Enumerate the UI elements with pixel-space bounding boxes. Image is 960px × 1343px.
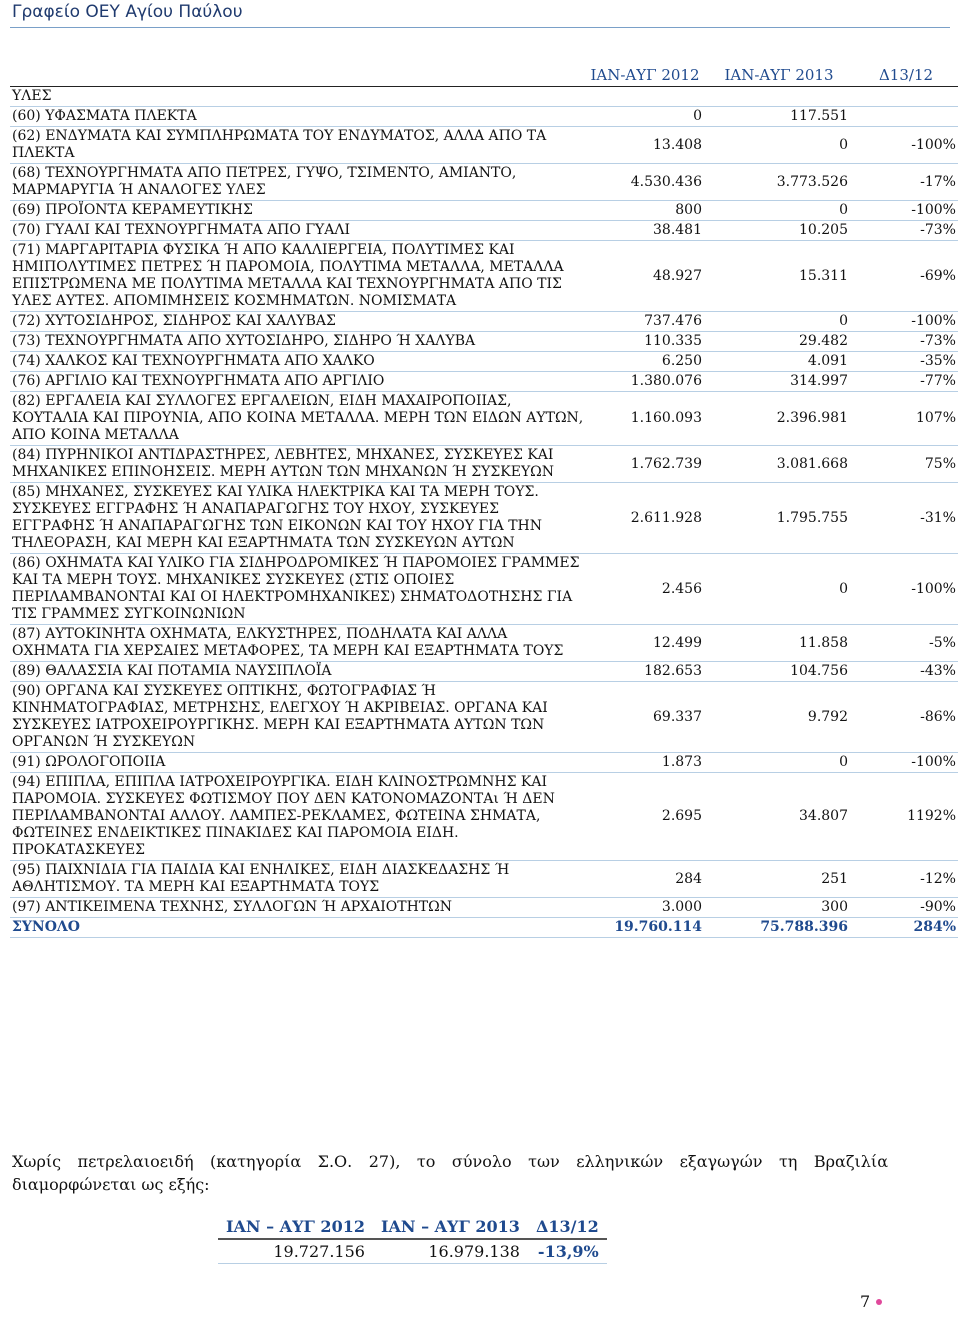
summary-paragraph: Χωρίς πετρελαιοειδή (κατηγορία Σ.Ο. 27), το σύνολο των ελληνικών εξαγωγών τη Βραζιλία διαμορφώνεται ως εξής: xyxy=(12,1152,888,1194)
table-row xyxy=(10,312,958,332)
row-value-2013: 34.807 xyxy=(704,773,854,861)
table-row xyxy=(10,164,958,201)
total-label: ΣΥΝΟΛΟ xyxy=(10,918,586,938)
summary-header-2013: ΙΑΝ – ΑΥΓ 2013 xyxy=(373,1215,528,1239)
row-value-2013: 0 xyxy=(704,312,854,332)
section-label: ΥΛΕΣ xyxy=(10,87,958,107)
row-delta: -100% xyxy=(854,201,958,221)
page-header-title: Γραφείο ΟΕΥ Αγίου Παύλου xyxy=(12,2,243,22)
column-header-delta: Δ13/12 xyxy=(878,66,934,84)
column-header-2013: ΙΑΝ-ΑΥΓ 2013 xyxy=(724,66,834,84)
row-delta: -73% xyxy=(854,221,958,241)
row-delta: -90% xyxy=(854,898,958,918)
header-divider xyxy=(10,27,950,28)
row-delta: -35% xyxy=(854,352,958,372)
row-label: (82) ΕΡΓΑΛΕΙΑ ΚΑΙ ΣΥΛΛΟΓΕΣ ΕΡΓΑΛΕΙΩΝ, ΕΙΔΗ ΜΑΧΑΙΡΟΠΟΙΙΑΣ, ΚΟΥΤΑΛΙΑ ΚΑΙ ΠΙΡΟΥΝΙΑ, ΑΠΟ ΚΟΙΝΑ ΜΕΤΑΛΛΑ. ΜΕΡΗ ΤΩΝ ΕΙΔΩΝ ΑΥΤΩΝ, ΑΠΟ ΚΟΙΝΑ ΜΕΤΑΛΛΑ xyxy=(10,392,586,446)
row-label: (91) ΩΡΟΛΟΓΟΠΟΙΙΑ xyxy=(10,753,586,773)
row-label: (84) ΠΥΡΗΝΙΚΟΙ ΑΝΤΙΔΡΑΣΤΗΡΕΣ, ΛΕΒΗΤΕΣ, ΜΗΧΑΝΕΣ, ΣΥΣΚΕΥΕΣ ΚΑΙ ΜΗΧΑΝΙΚΕΣ ΕΠΙΝΟΗΣΕΙΣ. ΜΕΡΗ ΑΥΤΩΝ ΤΩΝ ΜΗΧΑΝΩΝ Ή ΣΥΣΚΕΥΩΝ xyxy=(10,446,586,483)
table-header-row xyxy=(10,65,958,87)
row-delta: -17% xyxy=(854,164,958,201)
summary-value-delta: -13,9% xyxy=(528,1239,607,1264)
row-value-2012: 69.337 xyxy=(586,682,704,753)
row-value-2013: 0 xyxy=(704,753,854,773)
row-delta: -100% xyxy=(854,554,958,625)
row-value-2012: 13.408 xyxy=(586,127,704,164)
table-row xyxy=(10,753,958,773)
row-delta: -31% xyxy=(854,483,958,554)
row-label: (89) ΘΑΛΑΣΣΙΑ ΚΑΙ ΠΟΤΑΜΙΑ ΝΑΥΣΙΠΛΟΪΑ xyxy=(10,662,586,682)
table-row xyxy=(10,107,958,127)
total-delta: 284% xyxy=(854,918,958,938)
table-row xyxy=(10,352,958,372)
row-label: (73) ΤΕΧΝΟΥΡΓΗΜΑΤΑ ΑΠΟ ΧΥΤΟΣΙΔΗΡΟ, ΣΙΔΗΡΟ Ή ΧΑΛΥΒΑ xyxy=(10,332,586,352)
row-value-2012: 2.695 xyxy=(586,773,704,861)
row-value-2013: 3.773.526 xyxy=(704,164,854,201)
row-value-2013: 314.997 xyxy=(704,372,854,392)
summary-header-row xyxy=(218,1215,607,1239)
row-value-2012: 3.000 xyxy=(586,898,704,918)
table-row xyxy=(10,446,958,483)
row-value-2013: 104.756 xyxy=(704,662,854,682)
row-label: (74) ΧΑΛΚΟΣ ΚΑΙ ΤΕΧΝΟΥΡΓΗΜΑΤΑ ΑΠΟ ΧΑΛΚΟ xyxy=(10,352,586,372)
row-value-2013: 300 xyxy=(704,898,854,918)
row-label: (72) ΧΥΤΟΣΙΔΗΡΟΣ, ΣΙΔΗΡΟΣ ΚΑΙ ΧΑΛΥΒΑΣ xyxy=(10,312,586,332)
row-value-2013: 251 xyxy=(704,861,854,898)
row-value-2012: 1.160.093 xyxy=(586,392,704,446)
table-row xyxy=(10,127,958,164)
row-label: (69) ΠΡΟΪΟΝΤΑ ΚΕΡΑΜΕΥΤΙΚΗΣ xyxy=(10,201,586,221)
row-value-2012: 284 xyxy=(586,861,704,898)
row-delta xyxy=(854,107,958,127)
row-value-2012: 2.456 xyxy=(586,554,704,625)
row-value-2012: 6.250 xyxy=(586,352,704,372)
table-row xyxy=(10,241,958,312)
row-value-2013: 1.795.755 xyxy=(704,483,854,554)
exports-table xyxy=(10,65,958,938)
total-value-2012: 19.760.114 xyxy=(586,918,704,938)
row-value-2012: 182.653 xyxy=(586,662,704,682)
summary-value-2012: 19.727.156 xyxy=(218,1239,373,1264)
row-delta: -86% xyxy=(854,682,958,753)
bullet-dot-icon xyxy=(876,1299,882,1305)
row-label: (71) ΜΑΡΓΑΡΙΤΑΡΙΑ ΦΥΣΙΚΑ Ή ΑΠΟ ΚΑΛΛΙΕΡΓΕΙΑ, ΠΟΛΥΤΙΜΕΣ ΚΑΙ ΗΜΙΠΟΛΥΤΙΜΕΣ ΠΕΤΡΕΣ Ή ΠΑΡΟΜΟΙΑ, ΠΟΛΥΤΙΜΑ ΜΕΤΑΛΛΑ, ΜΕΤΑΛΛΑ ΕΠΙΣΤΡΩΜΕΝΑ ΜΕ ΠΟΛΥΤΙΜΑ ΜΕΤΑΛΛΑ ΚΑΙ ΤΕΧΝΟΥΡΓΗΜΑΤΑ ΑΠΟ ΤΙΣ ΥΛΕΣ ΑΥΤΕΣ. ΑΠΟΜΙΜΗΣΕΙΣ ΚΟΣΜΗΜΑΤΩΝ. ΝΟΜΙΣΜΑΤΑ xyxy=(10,241,586,312)
row-value-2013: 15.311 xyxy=(704,241,854,312)
row-value-2012: 48.927 xyxy=(586,241,704,312)
table-row xyxy=(10,662,958,682)
row-value-2012: 4.530.436 xyxy=(586,164,704,201)
page-number-text: 7 xyxy=(860,1292,871,1311)
row-value-2013: 10.205 xyxy=(704,221,854,241)
row-label: (68) ΤΕΧΝΟΥΡΓΗΜΑΤΑ ΑΠΟ ΠΕΤΡΕΣ, ΓΥΨΟ, ΤΣΙΜΕΝΤΟ, ΑΜΙΑΝΤΟ, ΜΑΡΜΑΡΥΓΙΑ Ή ΑΝΑΛΟΓΕΣ ΥΛΕΣ xyxy=(10,164,586,201)
row-value-2013: 11.858 xyxy=(704,625,854,662)
table-row xyxy=(10,221,958,241)
row-delta: -69% xyxy=(854,241,958,312)
row-value-2013: 9.792 xyxy=(704,682,854,753)
row-label: (86) ΟΧΗΜΑΤΑ ΚΑΙ ΥΛΙΚΟ ΓΙΑ ΣΙΔΗΡΟΔΡΟΜΙΚΕΣ Ή ΠΑΡΟΜΟΙΕΣ ΓΡΑΜΜΕΣ ΚΑΙ ΤΑ ΜΕΡΗ ΤΟΥΣ. ΜΗΧΑΝΙΚΕΣ ΣΥΣΚΕΥΕΣ (ΣΤΙΣ ΟΠΟΙΕΣ ΠΕΡΙΛΑΜΒΑΝΟΝΤΑΙ ΚΑΙ ΟΙ ΗΛΕΚΤΡΟΜΗΧΑΝΙΚΕΣ) ΣΗΜΑΤΟΔΟΤΗΣΗΣ ΓΙΑ ΤΙΣ ΓΡΑΜΜΕΣ ΣΥΓΚΟΙΝΩΝΙΩΝ xyxy=(10,554,586,625)
row-delta: -100% xyxy=(854,753,958,773)
row-delta: -77% xyxy=(854,372,958,392)
summary-table xyxy=(218,1215,607,1264)
row-value-2012: 1.762.739 xyxy=(586,446,704,483)
summary-value-row xyxy=(218,1239,607,1264)
section-row xyxy=(10,87,958,107)
row-value-2012: 110.335 xyxy=(586,332,704,352)
row-value-2013: 0 xyxy=(704,127,854,164)
summary-header-2012: ΙΑΝ – ΑΥΓ 2012 xyxy=(218,1215,373,1239)
row-label: (94) ΕΠΙΠΛΑ, ΕΠΙΠΛΑ ΙΑΤΡΟΧΕΙΡΟΥΡΓΙΚΑ. ΕΙΔΗ ΚΛΙΝΟΣΤΡΩΜΝΗΣ ΚΑΙ ΠΑΡΟΜΟΙΑ. ΣΥΣΚΕΥΕΣ ΦΩΤΙΣΜΟΥ ΠΟΥ ΔΕΝ ΚΑΤΟΝΟΜΑΖΟΝΤΑι Ή ΔΕΝ ΠΕΡΙΛΑΜΒΑΝΟΝΤΑΙ ΑΛΛΟΥ. ΛΑΜΠΕΣ-ΡΕΚΛΑΜΕΣ, ΦΩΤΕΙΝΑ ΣΗΜΑΤΑ, ΦΩΤΕΙΝΕΣ ΕΝΔΕΙΚΤΙΚΕΣ ΠΙΝΑΚΙΔΕΣ ΚΑΙ ΠΑΡΟΜΟΙΑ ΕΙΔΗ. ΠΡΟΚΑΤΑΣΚΕΥΕΣ xyxy=(10,773,586,861)
row-value-2012: 1.873 xyxy=(586,753,704,773)
row-value-2013: 2.396.981 xyxy=(704,392,854,446)
row-delta: -12% xyxy=(854,861,958,898)
column-header-2012: ΙΑΝ-ΑΥΓ 2012 xyxy=(590,66,700,84)
row-value-2013: 117.551 xyxy=(704,107,854,127)
table-row xyxy=(10,773,958,861)
row-delta: 75% xyxy=(854,446,958,483)
table-row xyxy=(10,201,958,221)
row-value-2012: 800 xyxy=(586,201,704,221)
total-value-2013: 75.788.396 xyxy=(704,918,854,938)
row-value-2013: 4.091 xyxy=(704,352,854,372)
table-row xyxy=(10,861,958,898)
row-delta: -73% xyxy=(854,332,958,352)
table-row xyxy=(10,372,958,392)
row-value-2012: 2.611.928 xyxy=(586,483,704,554)
row-label: (60) ΥΦΑΣΜΑΤΑ ΠΛΕΚΤΑ xyxy=(10,107,586,127)
row-label: (90) ΟΡΓΑΝΑ ΚΑΙ ΣΥΣΚΕΥΕΣ ΟΠΤΙΚΗΣ, ΦΩΤΟΓΡΑΦΙΑΣ Ή ΚΙΝΗΜΑΤΟΓΡΑΦΙΑΣ, ΜΕΤΡΗΣΗΣ, ΕΛΕΓΧΟΥ Ή ΑΚΡΙΒΕΙΑΣ. ΟΡΓΑΝΑ ΚΑΙ ΣΥΣΚΕΥΕΣ ΙΑΤΡΟΧΕΙΡΟΥΡΓΙΚΗΣ. ΜΕΡΗ ΚΑΙ ΕΞΑΡΤΗΜΑΤΑ ΑΥΤΩΝ ΤΩΝ ΟΡΓΑΝΩΝ Ή ΣΥΣΚΕΥΩΝ xyxy=(10,682,586,753)
row-label: (95) ΠΑΙΧΝΙΔΙΑ ΓΙΑ ΠΑΙΔΙΑ ΚΑΙ ΕΝΗΛΙΚΕΣ, ΕΙΔΗ ΔΙΑΣΚΕΔΑΣΗΣ Ή ΑΘΛΗΤΙΣΜΟΥ. ΤΑ ΜΕΡΗ ΚΑΙ ΕΞΑΡΤΗΜΑΤΑ ΤΟΥΣ xyxy=(10,861,586,898)
row-delta: 1192% xyxy=(854,773,958,861)
row-value-2013: 3.081.668 xyxy=(704,446,854,483)
table-row xyxy=(10,332,958,352)
row-value-2013: 29.482 xyxy=(704,332,854,352)
row-label: (85) ΜΗΧΑΝΕΣ, ΣΥΣΚΕΥΕΣ ΚΑΙ ΥΛΙΚΑ ΗΛΕΚΤΡΙΚΑ ΚΑΙ ΤΑ ΜΕΡΗ ΤΟΥΣ. ΣΥΣΚΕΥΕΣ ΕΓΓΡΑΦΗΣ Ή ΑΝΑΠΑΡΑΓΩΓΗΣ ΤΟΥ ΗΧΟΥ, ΣΥΣΚΕΥΕΣ ΕΓΓΡΑΦΗΣ Ή ΑΝΑΠΑΡΑΓΩΓΗΣ ΤΩΝ ΕΙΚΟΝΩΝ ΚΑΙ ΤΟΥ ΗΧΟΥ ΓΙΑ ΤΗΝ ΤΗΛΕΟΡΑΣΗ, ΚΑΙ ΜΕΡΗ ΚΑΙ ΕΞΑΡΤΗΜΑΤΑ ΤΩΝ ΣΥΣΚΕΥΩΝ ΑΥΤΩΝ xyxy=(10,483,586,554)
table-row xyxy=(10,898,958,918)
table-row xyxy=(10,392,958,446)
total-row xyxy=(10,918,958,938)
row-delta: 107% xyxy=(854,392,958,446)
row-value-2013: 0 xyxy=(704,554,854,625)
row-label: (62) ΕΝΔΥΜΑΤΑ ΚΑΙ ΣΥΜΠΛΗΡΩΜΑΤΑ ΤΟΥ ΕΝΔΥΜΑΤΟΣ, ΑΛΛΑ ΑΠΟ ΤΑ ΠΛΕΚΤΑ xyxy=(10,127,586,164)
row-label: (70) ΓΥΑΛΙ ΚΑΙ ΤΕΧΝΟΥΡΓΗΜΑΤΑ ΑΠΟ ΓΥΑΛΙ xyxy=(10,221,586,241)
row-value-2012: 38.481 xyxy=(586,221,704,241)
row-delta: -5% xyxy=(854,625,958,662)
row-value-2013: 0 xyxy=(704,201,854,221)
row-value-2012: 0 xyxy=(586,107,704,127)
row-value-2012: 1.380.076 xyxy=(586,372,704,392)
row-delta: -100% xyxy=(854,127,958,164)
page-number xyxy=(860,1292,882,1311)
row-value-2012: 12.499 xyxy=(586,625,704,662)
row-value-2012: 737.476 xyxy=(586,312,704,332)
summary-value-2013: 16.979.138 xyxy=(373,1239,528,1264)
table-row xyxy=(10,554,958,625)
table-header-empty xyxy=(10,65,586,87)
table-row xyxy=(10,625,958,662)
row-delta: -100% xyxy=(854,312,958,332)
summary-header-delta: Δ13/12 xyxy=(528,1215,607,1239)
table-row xyxy=(10,682,958,753)
row-label: (97) ΑΝΤΙΚΕΙΜΕΝΑ ΤΕΧΝΗΣ, ΣΥΛΛΟΓΩΝ Ή ΑΡΧΑΙΟΤΗΤΩΝ xyxy=(10,898,586,918)
table-row xyxy=(10,483,958,554)
row-label: (87) ΑΥΤΟΚΙΝΗΤΑ ΟΧΗΜΑΤΑ, ΕΛΚΥΣΤΗΡΕΣ, ΠΟΔΗΛΑΤΑ ΚΑΙ ΑΛΛΑ ΟΧΗΜΑΤΑ ΓΙΑ ΧΕΡΣΑΙΕΣ ΜΕΤΑΦΟΡΕΣ, ΤΑ ΜΕΡΗ ΚΑΙ ΕΞΑΡΤΗΜΑΤΑ ΤΟΥΣ xyxy=(10,625,586,662)
row-label: (76) ΑΡΓΙΛΙΟ ΚΑΙ ΤΕΧΝΟΥΡΓΗΜΑΤΑ ΑΠΟ ΑΡΓΙΛΙΟ xyxy=(10,372,586,392)
row-delta: -43% xyxy=(854,662,958,682)
